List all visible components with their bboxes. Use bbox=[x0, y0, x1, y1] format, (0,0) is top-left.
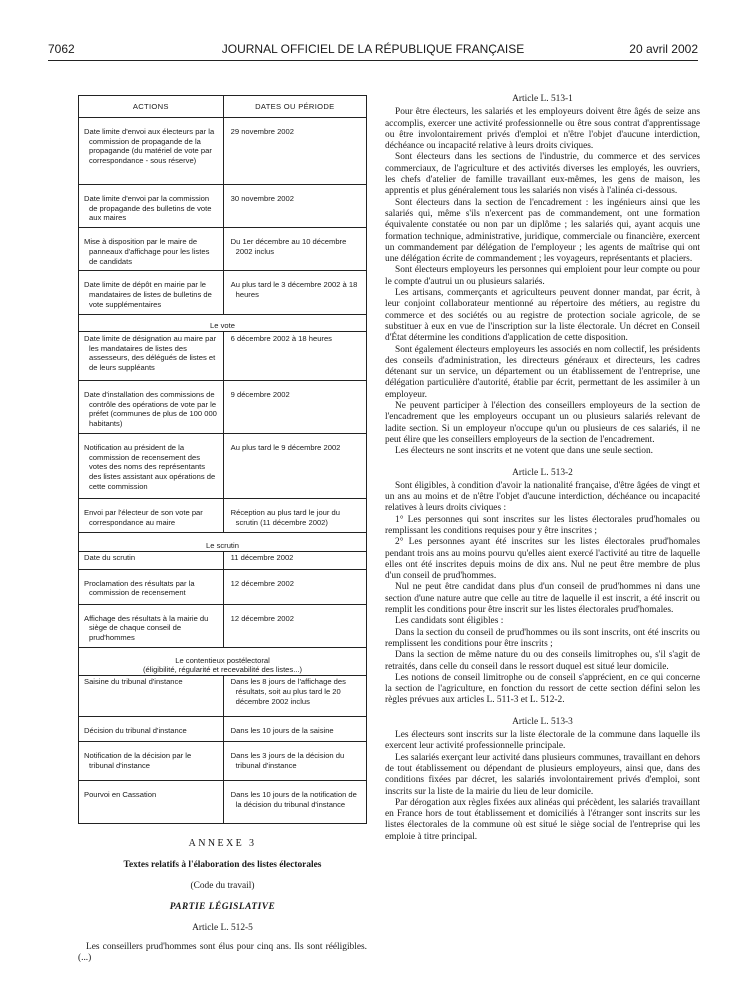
paragraph: Dans la section du conseil de prud'hommes ou ils sont inscrits, ont été inscrits ou remplissent les conditions pour être inscrits ; bbox=[385, 627, 700, 649]
table-row bbox=[79, 781, 367, 824]
paragraph: Les notions de conseil limitrophe ou de conseil s'apprécient, en ce qui concerne la section de l'agriculture, en fonction du ressort de cette section défini selon les règles prévues aux articles L. 511-3 et L. 512-2. bbox=[385, 672, 700, 706]
table-row bbox=[79, 228, 367, 271]
table-row bbox=[79, 604, 367, 647]
right-column bbox=[385, 94, 700, 843]
date-cell: Au plus tard le 9 décembre 2002 bbox=[230, 442, 341, 452]
date-cell: 30 novembre 2002 bbox=[230, 194, 294, 203]
action-cell: Proclamation des résultats par la commission de recensement bbox=[84, 578, 195, 598]
paragraph: Pour être électeurs, les salariés et les employeurs doivent être âgés de seize ans accomplis, exercer une activité professionnelle ou être sous contrat d'apprentissage ou être involontairement privés d'emploi et n'être l'objet d'aucune interdiction, déchéance ou incapacité relative à leurs droits civiques. bbox=[385, 107, 700, 152]
paragraph: Les électeurs ne sont inscrits et ne votent que dans une seule section. bbox=[395, 446, 653, 457]
paragraph: Sont électeurs dans les sections de l'industrie, du commerce et des services commerciaux, de l'agriculture et des activités diverses les employés, les ouvriers, les chefs d'atelier de famille travaillant eux-mêmes, les gens de maison, les apprentis et plus généralement tous les salariés non visés à l'alinéa ci-dessous. bbox=[385, 152, 700, 197]
paragraph: Sont électeurs employeurs les personnes qui emploient pour leur compte ou pour le compte d'autrui un ou plusieurs salariés. bbox=[385, 265, 700, 287]
date-cell: Du 1er décembre au 10 décembre 2002 inclus bbox=[230, 237, 347, 256]
date-cell: Réception au plus tard le jour du scrutin (11 décembre 2002) bbox=[230, 507, 340, 527]
header-rule bbox=[48, 60, 698, 61]
date-cell: Dans les 10 jours de la notification de la décision du tribunal d'instance bbox=[230, 790, 357, 809]
table-row bbox=[79, 676, 367, 717]
paragraph: Les électeurs sont inscrits sur la liste électorale de la commune dans laquelle ils exercent leur activité professionnelle principale. bbox=[385, 730, 700, 752]
table-row bbox=[79, 433, 367, 498]
action-cell: Notification au président de la commission de recensement des votes des noms des représentants des listes assistant aux opérations de cette commission bbox=[84, 442, 216, 491]
section-title-contentieux: Le contentieux postélectoral bbox=[175, 655, 270, 665]
action-cell: Date limite de désignation au maire par les mandataires de listes des assesseurs, des délégués de listes et de leurs suppléants bbox=[84, 333, 217, 373]
table-row bbox=[79, 551, 367, 569]
date-cell: Dans les 3 jours de la décision du tribunal d'instance bbox=[230, 751, 345, 770]
action-cell: Notification de la décision par le tribunal d'instance bbox=[84, 751, 192, 770]
code-reference: (Code du travail) bbox=[190, 881, 255, 891]
date-cell: Dans les 8 jours de l'affichage des résultats, soit au plus tard le 20 décembre 2002 inclus bbox=[230, 677, 346, 706]
action-cell: Saisine du tribunal d'instance bbox=[84, 677, 183, 687]
paragraph: Sont éligibles, à condition d'avoir la nationalité française, d'être âgées de vingt et un ans au moins et de n'être l'objet d'aucune interdiction, déchéance ou incapacité relatives à leurs droits civiques : bbox=[385, 480, 700, 514]
section-subtitle-contentieux: (éligibilité, régularité et recevabilité des listes...) bbox=[142, 665, 303, 675]
action-cell: Mise à disposition par le maire de panneaux d'affichage pour les listes de candidats bbox=[84, 237, 210, 266]
date-cell: Dans les 10 jours de la saisine bbox=[230, 726, 334, 736]
column-header-actions: ACTIONS bbox=[79, 96, 224, 118]
date-cell: Au plus tard le 3 décembre 2002 à 18 heures bbox=[230, 280, 358, 299]
table-row bbox=[79, 742, 367, 781]
paragraph: Dans la section de même nature du ou des conseils limitrophes ou, s'il s'agit de retraités, dans celle du conseil dans le ressort duquel est situé leur domicile. bbox=[385, 650, 700, 672]
section-row bbox=[79, 315, 367, 332]
action-cell: Date limite d'envoi par la commission de propagande des bulletins de vote aux maires bbox=[84, 194, 212, 223]
column-header-dates: DATES OU PÉRIODE bbox=[223, 96, 366, 118]
action-cell: Date limite de dépôt en mairie par le mandataires de listes de bulletins de vote supplémentaires bbox=[84, 280, 212, 309]
table-row bbox=[79, 569, 367, 604]
date-cell: 12 décembre 2002 bbox=[230, 578, 294, 588]
section-row bbox=[79, 647, 367, 675]
action-cell: Date du scrutin bbox=[84, 552, 136, 562]
action-cell: Pourvoi en Cassation bbox=[84, 790, 157, 800]
action-cell: Date limite d'envoi aux électeurs par la commission de propagande de la propagande (du matériel de vote par correspondance - sous réserve) bbox=[84, 127, 215, 166]
article-heading: Article L. 513-1 bbox=[512, 94, 573, 104]
action-cell: Envoi par l'électeur de son vote par correspondance au maire bbox=[84, 507, 203, 527]
paragraph: Les artisans, commerçants et agriculteurs peuvent donner mandat, par écrit, à leur conjoint collaborateur mentionné au répertoire des métiers, au registre du commerce et des sociétés ou au registre de protection sociale agricole, de se substituer à eux en vue de l'inscription sur la liste électorale. Un décret en Conseil d'État détermine les conditions d'application de cette disposition. bbox=[385, 288, 700, 344]
article-heading: Article L. 513-2 bbox=[512, 467, 573, 478]
annex-title: ANNEXE 3 bbox=[188, 838, 257, 849]
paragraph: Les candidats sont éligibles : bbox=[395, 616, 504, 627]
date-cell: 11 décembre 2002 bbox=[230, 552, 294, 562]
table-row bbox=[79, 498, 367, 532]
table-row bbox=[79, 271, 367, 315]
date-cell: 12 décembre 2002 bbox=[230, 613, 294, 623]
date-cell: 6 décembre 2002 à 18 heures bbox=[230, 333, 332, 343]
date-cell: 9 décembre 2002 bbox=[230, 389, 290, 399]
table-row bbox=[79, 331, 367, 380]
action-cell: Affichage des résultats à la mairie du siège de chaque conseil de prud'hommes bbox=[84, 613, 209, 643]
article-heading: Article L. 513-3 bbox=[512, 716, 573, 727]
action-cell: Décision du tribunal d'instance bbox=[84, 726, 187, 736]
table-row bbox=[79, 717, 367, 742]
section-title-scrutin: Le scrutin bbox=[206, 540, 239, 550]
article-heading: Article L. 512-5 bbox=[192, 923, 253, 933]
action-cell: Date d'installation des commissions de contrôle des opérations de vote par le préfet (communes de plus de 100 000 habitants) bbox=[84, 389, 217, 429]
table-row bbox=[79, 185, 367, 228]
table-row bbox=[79, 380, 367, 433]
journal-title: JOURNAL OFFICIEL DE LA RÉPUBLIQUE FRANÇAISE bbox=[221, 42, 525, 56]
paragraph: Sont également électeurs employeurs les associés en nom collectif, les présidents des conseils d'administration, les directeurs généraux et directeurs, les cadres détenant sur un service, un département ou un établissement de l'entreprise, une délégation particulière d'autorité, établie par écrit, permettant de les assimiler à un employeur. bbox=[385, 344, 700, 400]
table-header-row bbox=[79, 96, 367, 118]
page-header bbox=[48, 38, 698, 60]
issue-date: 20 avril 2002 bbox=[629, 42, 698, 56]
section-title-vote: Le vote bbox=[210, 321, 235, 331]
section-row bbox=[79, 532, 367, 551]
paragraph: Nul ne peut être candidat dans plus d'un conseil de prud'hommes ni dans une section d'une nature autre que celle au titre de laquelle il est inscrit, a été inscrit ou remplit les conditions pour être inscrit sur les listes électorales prud'homales. bbox=[385, 582, 700, 616]
article-text: Les conseillers prud'hommes sont élus pour cinq ans. Ils sont rééligibles. (...) bbox=[78, 941, 367, 963]
paragraph: Ne peuvent participer à l'élection des conseillers employeurs de la section de l'encadrement que les employeurs occupant un ou plusieurs salariés relevant de ladite section. Si un employeur n'occupe qu'un ou plusieurs de ces salariés, il ne peut élire que les conseillers employeurs de la section de l'encadrement. bbox=[385, 401, 700, 445]
table-row bbox=[79, 118, 367, 185]
page-number: 7062 bbox=[48, 42, 75, 56]
schedule-table bbox=[78, 95, 367, 824]
paragraph: Par dérogation aux règles fixées aux alinéas qui précèdent, les salariés travaillant en France hors de tout établissement et domiciliés à l'étranger sont inscrits sur les listes électorales de la commune où est situé le siège social de l'entreprise qui les emploie à titre principal. bbox=[385, 797, 700, 842]
paragraph: 2° Les personnes ayant été inscrites sur les listes électorales prud'homales pendant trois ans au moins pourvu qu'elles aient exercé l'activité au titre de laquelle elles ont été inscrites depuis moins de dix ans. Nul ne peut être membre de plus d'un conseil de prud'hommes. bbox=[385, 537, 700, 582]
annex-heading: Textes relatifs à l'élaboration des listes électorales bbox=[123, 859, 322, 870]
paragraph: Les salariés exerçant leur activité dans plusieurs communes, travaillant en dehors de tout établissement ou dépendant de plusieurs employeurs, ainsi que, dans des conditions fixées par décret, les salariés involontairement privés d'emploi, sont inscrits sur la liste de la mairie du lieu de leur domicile. bbox=[385, 752, 700, 797]
date-cell: 29 novembre 2002 bbox=[230, 127, 294, 136]
partie-heading: PARTIE LÉGISLATIVE bbox=[169, 901, 276, 912]
paragraph: 1° Les personnes qui sont inscrites sur les listes électorales prud'homales ou remplissant les conditions requises pour y être inscrites ; bbox=[385, 514, 700, 536]
annex-block bbox=[78, 838, 367, 965]
paragraph: Sont électeurs dans la section de l'encadrement : les ingénieurs ainsi que les salariés qui, même s'ils n'exercent pas de commandement, ont une formation équivalente constatée ou non par un diplôme ; les salariés qui, ayant acquis une formation technique, administrative, juridique, commerciale ou financière, exercent un commandement par délégation de l'employeur ; les agents de maîtrise qui ont une délégation écrite de commandement ; les voyageurs, représentants et placiers. bbox=[385, 197, 700, 265]
